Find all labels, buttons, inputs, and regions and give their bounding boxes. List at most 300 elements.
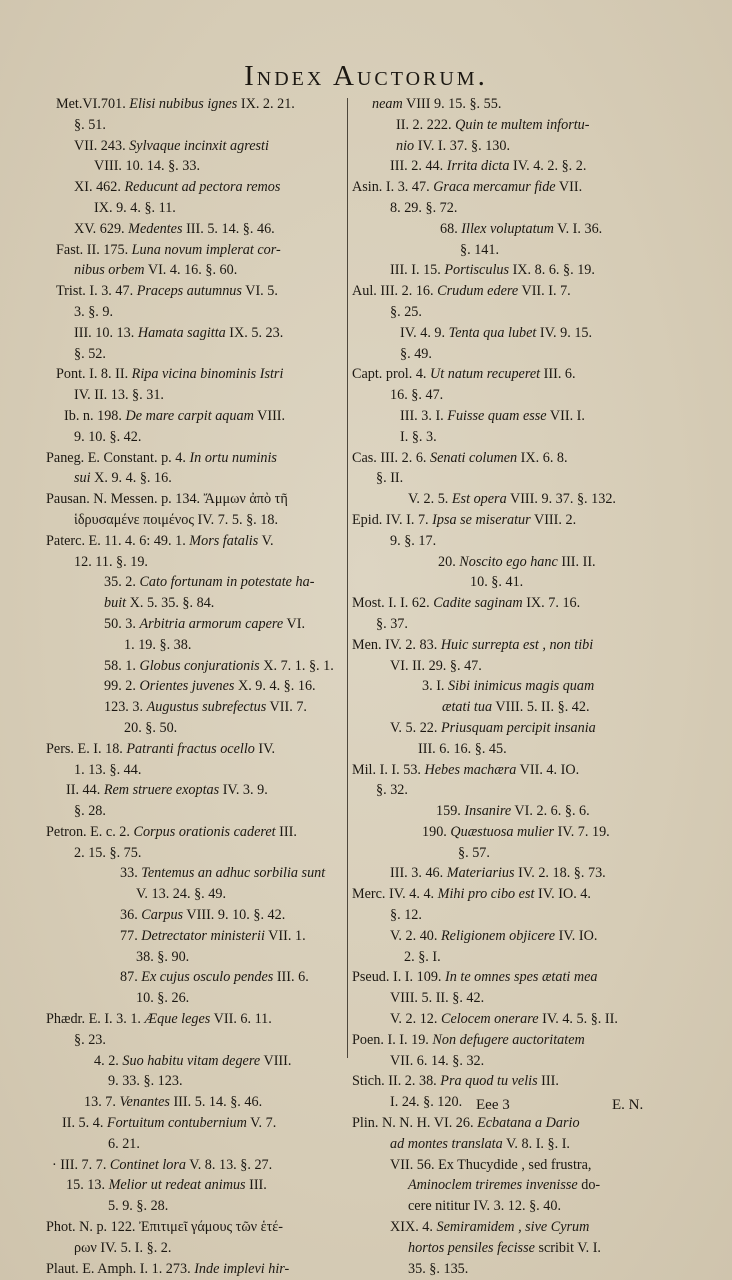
index-quote: Quæstuosa mulier [450,823,555,840]
index-loc: V. 7. [246,1115,277,1132]
index-ref: III. I. 15. [390,262,445,279]
index-ref: Men. IV. 2. 83. [352,636,441,653]
index-line [352,489,682,510]
index-ref: 4. 2. [94,1052,123,1069]
index-ref: Pers. E. I. 18. [46,740,127,757]
index-quote: Cadite saginam [433,595,523,612]
index-quote: Ipsa se miseratur [432,511,531,528]
index-ref: 50. 3. [104,615,140,632]
index-quote: Arbitria armorum capere [139,615,284,632]
index-ref: 58. 1. [104,657,140,674]
index-quote: Insanire [464,803,512,820]
index-line [46,676,346,697]
index-line [46,240,346,261]
index-quote: Venantes [119,1094,170,1111]
index-line [46,177,346,198]
index-quote: hortos pensiles fecisse [408,1239,535,1256]
index-ref: XV. 629. [74,220,129,237]
index-ref: Cas. III. 2. 6. [352,449,431,466]
index-line [46,94,346,115]
index-loc: V. [258,532,274,549]
index-loc: ρων IV. 5. I. §. 2. [74,1239,172,1256]
index-loc: VI. 5. [241,283,278,300]
index-line [46,510,346,531]
index-quote: Celocem onerare [440,1011,539,1028]
index-quote: Portisculus [444,262,510,279]
index-ref: VII. 6. 14. §. 32. [390,1052,485,1069]
index-loc: X. 7. 1. §. 1. [259,657,334,674]
index-line [46,739,346,760]
index-quote: Irrita dicta [446,158,510,175]
index-quote: Non defugere auctoritatem [432,1031,585,1048]
index-line [46,780,346,801]
index-ref: IV. 4. 9. [400,324,449,341]
index-line [352,1175,682,1196]
index-line [46,1030,346,1051]
index-line [352,967,682,988]
index-ref: 16. §. 47. [390,387,444,404]
index-loc: ἱδρυσαμένε ποιμένος IV. 7. 5. §. 18. [74,511,279,528]
index-ref: §. 57. [458,844,490,861]
index-line [46,427,346,448]
index-ref: 5. 9. §. 28. [108,1198,169,1215]
index-ref: Capt. prol. 4. [352,366,431,383]
index-loc: IV. 3. 9. [219,782,268,799]
index-ref: §. 28. [74,803,106,820]
index-loc: III. [245,1177,267,1194]
index-line [352,1238,682,1259]
index-ref: III. 3. 46. [390,865,447,882]
index-ref: 20. §. 50. [124,719,178,736]
index-quote: nibus orbem [74,262,145,279]
index-loc: VII. I. 7. [518,283,571,300]
index-line [46,385,346,406]
index-ref: 123. 3. [104,699,147,716]
index-quote: Rem struere exoptas [103,782,220,799]
index-ref: §. 32. [376,782,408,799]
index-line [352,1071,682,1092]
index-loc: III. [537,1073,559,1090]
index-loc: IV. 7. 19. [554,823,610,840]
index-loc: III. [275,823,297,840]
index-line [352,947,682,968]
index-loc: IV. 9. 15. [536,324,593,341]
index-line [352,593,682,614]
catchword: E. N. [612,1097,644,1113]
index-line [46,1175,346,1196]
index-line [352,656,682,677]
index-quote: Patranti fractus ocello [126,740,255,757]
index-line [352,510,682,531]
index-ref: VIII. 10. 14. §. 33. [94,158,200,175]
index-loc: III. 5. 14. §. 46. [169,1094,263,1111]
index-loc: IV. I. 37. §. 130. [414,137,511,154]
left-column [46,94,346,1279]
index-ref: 13. 7. [84,1094,120,1111]
index-ref: Phot. N. p. 122. [46,1219,140,1236]
index-loc: III. 5. 14. §. 46. [182,220,275,237]
index-quote: Augustus subrefectus [146,699,267,716]
index-ref: 38. §. 90. [136,948,190,965]
index-ref: §. 23. [74,1031,106,1048]
index-line [46,1051,346,1072]
index-ref: 35. §. 135. [408,1260,469,1277]
index-line [46,489,346,510]
index-quote: Reducunt ad pectora remos [124,179,281,196]
index-line [46,1155,346,1176]
index-line [352,1030,682,1051]
index-quote: Illex voluptatum [461,220,554,237]
index-quote: Sylvaque incinxit agresti [129,137,269,154]
index-loc: IV. IO. [555,927,598,944]
index-ref: Merc. IV. 4. 4. [352,886,438,903]
index-loc: VIII 9. 15. §. 55. [402,96,502,112]
index-ref: 159. [436,803,465,820]
index-quote: Hebes machæra [424,761,517,778]
index-ref: Paterc. E. 11. 4. 6: 49. 1. [46,532,190,549]
index-line [352,1155,682,1176]
index-loc: V. I. 36. [553,220,603,237]
signature-mark: Eee 3 [476,1097,510,1113]
index-quote: Huic surrepta est , non tibi [440,636,594,653]
index-ref: 9. §. 17. [390,532,437,549]
index-loc: IV. 4. 2. §. 2. [509,158,587,175]
index-line [352,94,682,115]
index-quote: Medentes [128,220,183,237]
index-loc: V. 8. 13. §. 27. [186,1156,273,1173]
index-ref: Plin. N. N. H. VI. 26. [352,1115,478,1132]
index-line [46,947,346,968]
index-line [46,988,346,1009]
index-loc: IX. 6. 8. [517,449,568,466]
index-quote: Noscito ego hanc [459,553,558,570]
column-rule [347,98,348,1058]
index-line [352,364,682,385]
index-line [46,1113,346,1134]
index-loc: IV. [254,740,276,757]
index-line [352,988,682,1009]
index-loc: VII. [555,179,583,196]
index-ref: 2. §. I. [404,948,441,965]
index-line [352,697,682,718]
index-line [352,1217,682,1238]
index-quote: Graca mercamur fide [433,179,556,196]
index-quote: Semiramidem , sive Cyrum [436,1219,590,1236]
index-line [46,1134,346,1155]
index-ref: Met.VI.701. [56,96,130,112]
index-ref: 190. [422,823,451,840]
index-line [46,926,346,947]
index-loc: V. 8. I. §. I. [502,1135,570,1152]
index-ref: XIX. 4. [390,1219,437,1236]
index-line [46,198,346,219]
index-ref: cere nititur IV. 3. 12. §. 40. [408,1198,562,1215]
index-ref: VI. II. 29. §. 47. [390,657,482,674]
index-quote: Ecbatana a Dario [477,1115,580,1132]
index-loc: VIII. [253,407,286,424]
index-loc: IV. 2. 18. §. 73. [514,865,606,882]
index-line [46,156,346,177]
index-line [46,260,346,281]
index-ref: 10. §. 26. [136,990,190,1007]
index-line [352,739,682,760]
index-ref: 33. [120,865,142,882]
index-line [46,531,346,552]
index-line [352,676,682,697]
index-ref: VII. 243. [74,137,130,154]
index-loc: IX. 2. 21. [237,96,295,112]
index-ref: III. 6. 16. §. 45. [418,740,507,757]
index-line [352,1009,682,1030]
index-line [46,1259,346,1280]
index-loc: III. 6. [273,969,309,986]
index-line [352,1134,682,1155]
index-ref: Petron. E. c. 2. [46,823,134,840]
index-loc: IX. 8. 6. §. 19. [509,262,595,279]
index-ref: Ib. n. 198. [64,407,126,424]
index-line [46,1009,346,1030]
index-line [46,967,346,988]
index-quote: Suo habitu vitam degere [122,1052,261,1069]
index-quote: In ortu numinis [189,449,277,466]
index-quote: Cato fortunam in potestate ha- [139,574,315,591]
index-ref: VII. 56. Ex Thucydide , sed frustra, [390,1156,592,1173]
index-ref: Phædr. E. I. 3. 1. [46,1011,145,1028]
index-quote: Ex cujus osculo pendes [141,969,274,986]
index-ref: 68. [440,220,462,237]
index-quote: Sibi inimicus magis quam [448,678,595,695]
index-quote: buit [104,595,127,612]
index-line [352,1259,682,1280]
index-loc: VIII. 9. 10. §. 42. [183,907,286,924]
index-quote: Melior ut redeat animus [108,1177,246,1194]
index-line [352,572,682,593]
index-ref: 36. [120,907,142,924]
index-line [46,302,346,323]
index-ref: Pont. I. 8. II. [56,366,132,383]
index-line [46,136,346,157]
index-quote: Aminoclem triremes invenisse [408,1177,578,1194]
index-quote: Ripa vicina binominis Istri [131,366,284,383]
index-loc: Ἄμμων ἀπὸ τῆ [203,491,288,508]
index-line [352,219,682,240]
running-head: Index Auctorum. [244,60,488,92]
index-line [352,115,682,136]
index-line [352,905,682,926]
index-ref: Pseud. I. I. 109. [352,969,446,986]
index-line [352,344,682,365]
index-loc: X. 9. 4. §. 16. [234,678,316,695]
index-ref: §. 37. [376,615,408,632]
index-quote: Æque leges [144,1011,211,1028]
index-ref: Most. I. I. 62. [352,595,434,612]
index-ref: 10. §. 41. [470,574,524,591]
index-ref: I. §. 3. [400,428,437,445]
index-loc: III. II. [557,553,596,570]
index-ref: IV. II. 13. §. 31. [74,387,164,404]
index-ref: 12. 11. §. 19. [74,553,148,570]
index-line [352,406,682,427]
index-line [352,926,682,947]
index-line [352,156,682,177]
index-ref: 9. 33. §. 123. [108,1073,183,1090]
index-loc: VIII. 2. [530,511,577,528]
index-quote: De mare carpit aquam [125,407,254,424]
index-loc: Ἐπιτιμεῖ γάμους τῶν ἑτέ- [139,1219,283,1236]
index-line [46,115,346,136]
index-ref: VIII. 5. II. §. 42. [390,990,485,1007]
index-loc: VII. 7. [266,699,307,716]
index-ref: 1. 19. §. 38. [124,636,192,653]
index-ref: Trist. I. 3. 47. [56,283,137,300]
index-line [46,448,346,469]
index-line [352,136,682,157]
index-quote: ad montes translata [390,1135,503,1152]
index-ref: 6. 21. [108,1135,140,1152]
index-ref: V. 2. 12. [390,1011,441,1028]
index-line [352,552,682,573]
index-line [352,843,682,864]
index-quote: Inde implevi hir- [194,1260,290,1277]
index-line [46,364,346,385]
index-ref: 2. 15. §. 75. [74,844,142,861]
index-ref: V. 2. 40. [390,927,441,944]
index-loc: VII. 6. 11. [210,1011,272,1028]
index-line [352,1113,682,1134]
index-quote: Tenta qua lubet [448,324,537,341]
index-line [46,593,346,614]
index-line [46,1196,346,1217]
index-quote: Orientes juvenes [139,678,235,695]
index-line [352,635,682,656]
index-line [46,614,346,635]
index-line [46,718,346,739]
index-ref: §. 25. [390,303,422,320]
index-quote: ætati tua [442,699,493,716]
index-quote: nio [396,137,415,154]
index-quote: Fuisse quam esse [447,407,547,424]
index-line [352,177,682,198]
index-line [46,344,346,365]
index-line [46,281,346,302]
index-line [352,1051,682,1072]
index-line [46,1092,346,1113]
index-line [352,801,682,822]
index-ref: 3. §. 9. [74,303,114,320]
index-line [352,822,682,843]
index-ref: §. 51. [74,116,106,133]
index-ref: Epid. IV. I. 7. [352,511,433,528]
index-ref: 15. 13. [66,1177,109,1194]
index-ref: 1. 13. §. 44. [74,761,142,778]
index-quote: Priusquam percipit insania [440,719,596,736]
index-ref: Paneg. E. Constant. p. 4. [46,449,190,466]
index-ref: II. 44. [66,782,104,799]
index-loc: III. 6. [540,366,576,383]
index-line [352,302,682,323]
index-ref: IX. 9. 4. §. 11. [94,199,176,216]
index-ref: V. 2. 5. [408,491,452,508]
index-line [352,385,682,406]
index-quote: Crudum edere [437,283,519,300]
index-line [46,697,346,718]
index-ref: §. II. [376,470,404,487]
index-ref: Plaut. E. Amph. I. 1. 273. [46,1260,195,1277]
index-loc: VIII. [260,1052,292,1069]
index-loc: do- [577,1177,601,1194]
index-ref: 20. [438,553,460,570]
index-line [46,905,346,926]
index-quote: Materiarius [446,865,515,882]
index-line [46,323,346,344]
index-line [352,718,682,739]
index-loc: IV. 4. 5. §. II. [538,1011,618,1028]
index-ref: V. 13. 24. §. 49. [136,886,226,903]
index-ref: Mil. I. I. 53. [352,761,425,778]
index-ref: 77. [120,927,142,944]
index-ref: 87. [120,969,142,986]
index-loc: scribit V. I. [534,1239,601,1256]
index-loc: VI. 4. 16. §. 60. [144,262,238,279]
index-line [352,240,682,261]
index-quote: Quin te multem infortu- [455,116,590,133]
index-line [46,635,346,656]
index-quote: Mihi pro cibo est [437,886,535,903]
index-line [352,760,682,781]
index-line [46,219,346,240]
index-ref: II. 2. 222. [396,116,456,133]
index-line [352,323,682,344]
index-loc: VII. I. [546,407,585,424]
index-line [352,884,682,905]
index-ref: 99. 2. [104,678,140,695]
index-quote: sui [74,470,91,487]
index-quote: Detrectator ministerii [141,927,265,944]
index-line [46,884,346,905]
index-loc: VIII. 9. 37. §. 132. [506,491,616,508]
index-ref: III. 2. 44. [390,158,447,175]
index-line [46,468,346,489]
index-line [352,427,682,448]
index-ref: · III. 7. 7. [52,1156,110,1173]
index-ref: §. 49. [400,345,432,362]
index-line [46,406,346,427]
index-line [352,448,682,469]
index-loc: IV. IO. 4. [534,886,591,903]
index-loc: VI. [283,615,305,632]
index-line [46,656,346,677]
index-loc: VIII. 5. II. §. 42. [492,699,590,716]
index-line [352,1196,682,1217]
index-ref: II. 5. 4. [62,1115,107,1132]
index-ref: §. 12. [390,907,422,924]
index-quote: Est opera [451,491,507,508]
index-ref: V. 5. 22. [390,719,441,736]
index-line [352,531,682,552]
index-quote: Mors fatalis [189,532,259,549]
index-line [352,863,682,884]
index-ref: Stich. II. 2. 38. [352,1073,441,1090]
index-ref: 35. 2. [104,574,140,591]
index-line [352,281,682,302]
index-loc: X. 5. 35. §. 84. [126,595,215,612]
index-line [46,843,346,864]
index-line [46,1071,346,1092]
index-line [46,572,346,593]
index-quote: Carpus [141,907,184,924]
index-ref: Pausan. N. Messen. p. 134. [46,491,204,508]
index-quote: Continet lora [109,1156,186,1173]
